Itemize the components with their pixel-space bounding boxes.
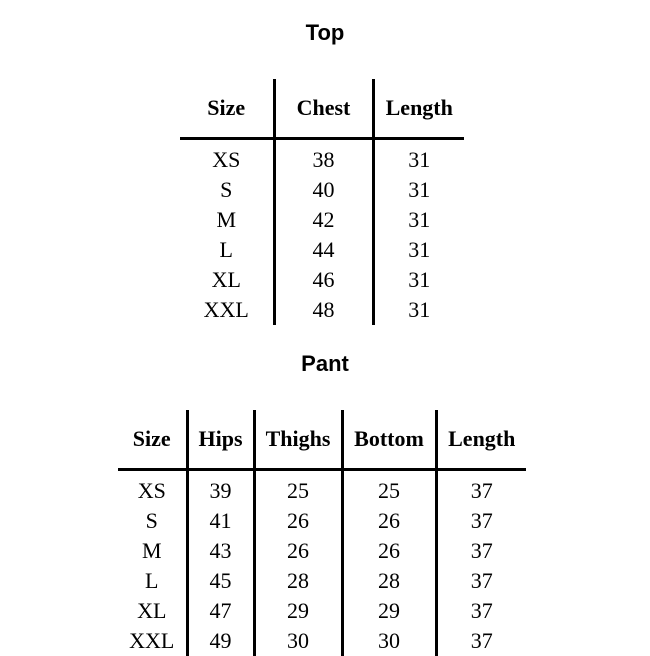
column-header: Length: [436, 410, 526, 470]
pant-title: Pant: [301, 351, 349, 376]
table-cell: 28: [342, 566, 436, 596]
table-cell: 45: [187, 566, 254, 596]
table-cell: S: [220, 177, 233, 202]
table-cell: XXL: [203, 297, 249, 322]
column-header: Chest: [274, 79, 373, 139]
table-cell: 26: [254, 506, 342, 536]
table-row: [118, 470, 526, 507]
table-row: [118, 536, 526, 566]
table-cell: 31: [373, 139, 464, 176]
table-cell: 43: [187, 536, 254, 566]
table-cell: XXL: [129, 628, 175, 653]
column-header: Size: [132, 426, 171, 451]
table-cell: 41: [187, 506, 254, 536]
column-header: Size: [207, 95, 246, 120]
top-title: Top: [305, 20, 345, 45]
table-cell: 37: [436, 566, 526, 596]
table-cell: 37: [436, 536, 526, 566]
table-header-row: [180, 79, 464, 139]
column-header: Thighs: [254, 410, 342, 470]
column-header: Hips: [187, 410, 254, 470]
table-cell: 48: [274, 295, 373, 325]
table-cell: 30: [342, 626, 436, 656]
table-cell: L: [219, 237, 233, 262]
table-row: [180, 205, 464, 235]
table-cell: 37: [436, 596, 526, 626]
table-cell: 29: [342, 596, 436, 626]
table-row: [180, 235, 464, 265]
table-cell: 37: [436, 626, 526, 656]
table-cell: 29: [254, 596, 342, 626]
table-cell: 37: [436, 506, 526, 536]
table-header-row: [118, 410, 526, 470]
table-row: [118, 506, 526, 536]
table-cell: 38: [274, 139, 373, 176]
table-cell: 49: [187, 626, 254, 656]
table-cell: 26: [254, 536, 342, 566]
table-cell: 40: [274, 175, 373, 205]
table-cell: 31: [373, 295, 464, 325]
table-cell: 31: [373, 235, 464, 265]
table-cell: 46: [274, 265, 373, 295]
top-size-table: [180, 79, 464, 325]
table-cell: L: [145, 568, 159, 593]
table-cell: 31: [373, 175, 464, 205]
table-cell: 47: [187, 596, 254, 626]
column-header: Length: [373, 79, 464, 139]
table-row: [180, 295, 464, 325]
table-cell: 30: [254, 626, 342, 656]
column-header: Bottom: [342, 410, 436, 470]
table-cell: XS: [212, 147, 241, 172]
table-row: [180, 265, 464, 295]
table-row: [118, 596, 526, 626]
table-cell: 42: [274, 205, 373, 235]
table-cell: 37: [436, 470, 526, 507]
table-cell: XL: [211, 267, 241, 292]
table-cell: S: [145, 508, 158, 533]
table-row: [180, 175, 464, 205]
table-cell: 25: [342, 470, 436, 507]
pant-size-table: [118, 410, 526, 656]
table-cell: XL: [137, 598, 167, 623]
table-row: [118, 566, 526, 596]
table-cell: 31: [373, 205, 464, 235]
table-cell: 39: [187, 470, 254, 507]
table-cell: 28: [254, 566, 342, 596]
table-cell: XS: [137, 478, 166, 503]
table-row: [180, 139, 464, 176]
table-cell: 26: [342, 506, 436, 536]
table-cell: 44: [274, 235, 373, 265]
table-cell: 31: [373, 265, 464, 295]
table-cell: M: [141, 538, 162, 563]
table-cell: 26: [342, 536, 436, 566]
table-row: [118, 626, 526, 656]
table-cell: 25: [254, 470, 342, 507]
table-cell: M: [216, 207, 237, 232]
